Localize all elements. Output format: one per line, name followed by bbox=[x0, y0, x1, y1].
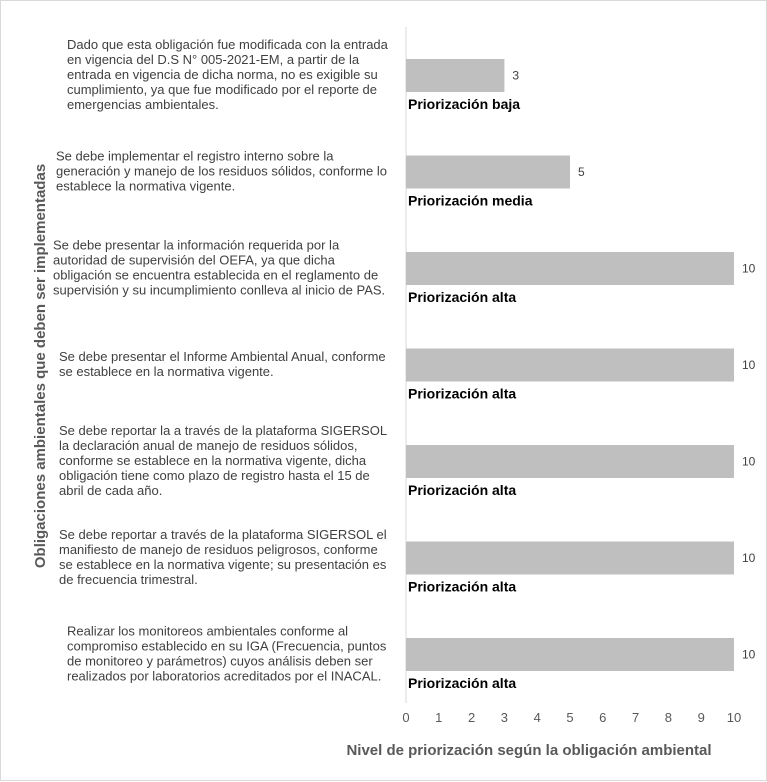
category-label: entrada en vigencia de dicha norma, no es exigible su bbox=[67, 67, 378, 82]
category-label: emergencias ambientales. bbox=[67, 97, 219, 112]
category-label: Dado que esta obligación fue modificada con la entrada bbox=[67, 37, 388, 52]
category-label: se establece en la normativa vigente; su presentación es bbox=[59, 557, 387, 572]
category-label: compromiso establecido en su IGA (Frecuencia, puntos bbox=[67, 638, 387, 654]
x-tick-label: 6 bbox=[599, 710, 607, 725]
category-label: obligación se encuentra establecida en el reglamento de bbox=[53, 267, 379, 283]
data-label: 10 bbox=[742, 261, 756, 276]
category-label: se establece en la normativa vigente. bbox=[59, 364, 274, 379]
y-axis-title: Obligaciones ambientales que deben ser implementadas bbox=[32, 163, 49, 569]
priority-annotation: Priorización baja bbox=[408, 96, 521, 112]
bar bbox=[406, 542, 734, 575]
category-label: Se debe presentar la información requerida por la bbox=[53, 237, 340, 253]
x-tick-label: 9 bbox=[697, 710, 705, 725]
bar bbox=[406, 349, 734, 382]
bar bbox=[406, 59, 504, 92]
data-label: 10 bbox=[742, 358, 756, 372]
category-label: supervisión y su incumplimiento conlleva al inicio de PAS. bbox=[53, 282, 386, 298]
priority-annotation: Priorización media bbox=[408, 192, 533, 209]
bar bbox=[406, 445, 734, 478]
x-tick-label: 4 bbox=[533, 710, 541, 725]
data-label: 3 bbox=[512, 68, 520, 83]
priority-annotation: Priorización alta bbox=[408, 482, 517, 498]
priority-annotation: Priorización alta bbox=[408, 385, 517, 402]
x-tick-label: 10 bbox=[726, 710, 742, 725]
x-tick-label: 5 bbox=[566, 710, 574, 725]
category-label: Realizar los monitoreos ambientales conforme al bbox=[67, 623, 349, 639]
category-label: de monitoreo y parámetros) cuyos análisis deben ser bbox=[67, 653, 373, 669]
category-label: Se debe reportar a través de la plataforma SIGERSOL el bbox=[59, 527, 387, 542]
category-label: abril de cada año. bbox=[59, 483, 163, 498]
data-label: 5 bbox=[578, 165, 585, 179]
category-label: Se debe reportar la a través de la plataforma SIGERSOL bbox=[59, 423, 388, 438]
priority-annotation: Priorización alta bbox=[408, 675, 517, 691]
data-label: 10 bbox=[742, 454, 756, 469]
x-tick-label: 7 bbox=[631, 710, 640, 725]
x-tick-label: 0 bbox=[402, 710, 410, 725]
category-label: la declaración anual de manejo de residuos sólidos, bbox=[59, 438, 358, 453]
data-label: 10 bbox=[742, 647, 756, 662]
category-label: Se debe implementar el registro interno sobre la bbox=[56, 148, 334, 164]
category-label: realizados por laboratorios acreditados por el INACAL. bbox=[67, 668, 382, 684]
category-label: en vigencia del D.S N° 005-2021-EM, a partir de la bbox=[67, 52, 360, 67]
priority-annotation: Priorización alta bbox=[408, 578, 517, 595]
category-label: manifiesto de manejo de residuos peligrosos, conforme bbox=[59, 542, 378, 557]
x-tick-label: 8 bbox=[664, 710, 673, 725]
bar bbox=[406, 252, 734, 285]
x-tick-label: 3 bbox=[500, 710, 509, 725]
category-label: Se debe presentar el Informe Ambiental Anual, conforme bbox=[59, 349, 386, 364]
x-tick-label: 2 bbox=[467, 710, 476, 725]
category-label: conforme se establece en la normativa vigente, dicha bbox=[59, 453, 367, 468]
bar-chart bbox=[1, 1, 767, 782]
category-label: cumplimiento, ya que fue modificado por el reporte de bbox=[67, 82, 378, 97]
category-label: generación y manejo de los residuos sólidos, conforme lo bbox=[56, 163, 387, 179]
x-tick-label: 1 bbox=[435, 710, 443, 725]
category-label: autoridad de supervisión del OEFA, ya que dicha bbox=[53, 252, 335, 268]
priority-annotation: Priorización alta bbox=[408, 289, 517, 305]
bar bbox=[406, 638, 734, 671]
data-label: 10 bbox=[742, 551, 756, 565]
category-label: establece la normativa vigente. bbox=[56, 178, 236, 194]
bar bbox=[406, 156, 570, 189]
x-axis-title: Nivel de priorización según la obligación ambiental bbox=[346, 742, 712, 759]
category-label: de frecuencia trimestral. bbox=[59, 572, 198, 587]
category-label: obligación tiene como plazo de registro hasta el 15 de bbox=[59, 468, 370, 483]
